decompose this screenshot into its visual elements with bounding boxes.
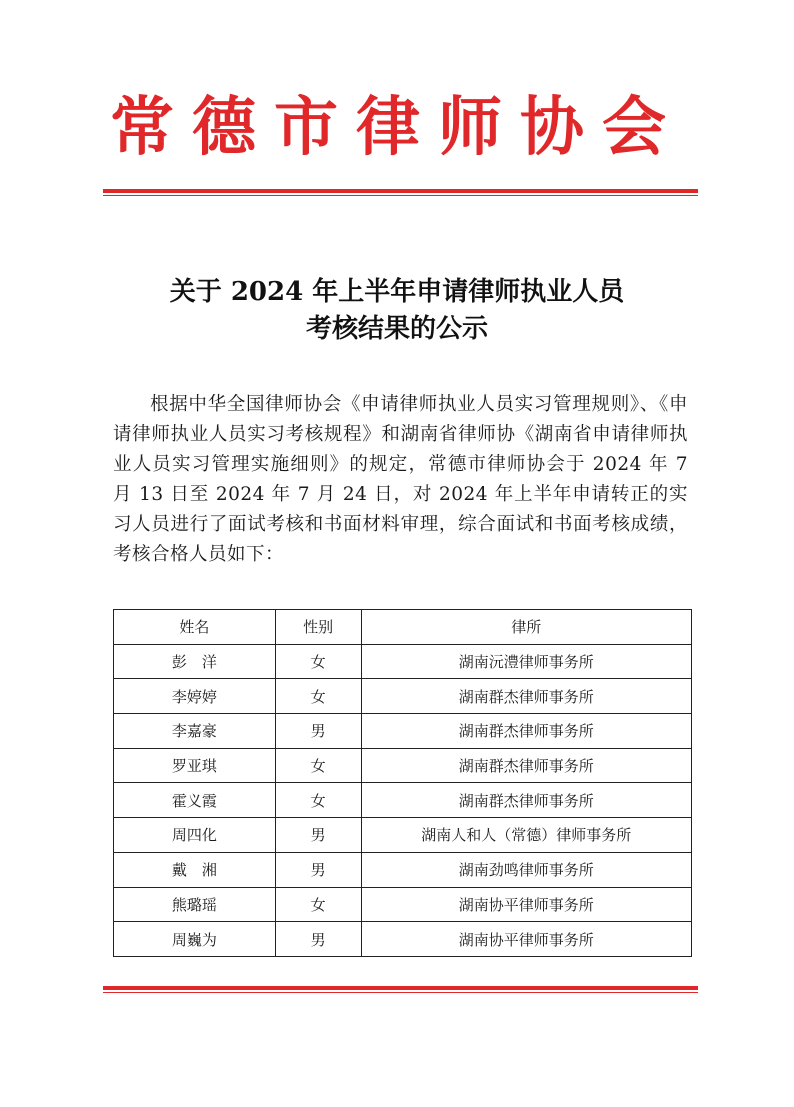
document-title-line-2: 考核结果的公示 <box>305 314 488 344</box>
cell-name: 周四化 <box>114 818 276 853</box>
cell-gender: 女 <box>275 887 361 922</box>
cell-gender: 女 <box>275 644 361 679</box>
cell-gender: 女 <box>275 783 361 818</box>
cell-gender: 男 <box>275 852 361 887</box>
cell-name: 李嘉豪 <box>114 714 276 749</box>
body-paragraph: 根据中华全国律师协会《申请律师执业人员实习管理规则》、《申请律师执业人员实习考核规程》和湖南省律师协《湖南省申请律师执业人员实习管理实施细则》的规定，常德市律师协会于 2024 年 7 月 13 日至 2024 年 7 月 24 日，对 2024 年上半年申请转正的实习人员进行了面试考核和书面材料审理，综合面试和书面考核成绩，考核合格人员如下： <box>113 394 688 565</box>
cell-gender: 男 <box>275 922 361 957</box>
table-row <box>114 679 692 714</box>
letterhead-org-name: 常德市律师协会 <box>110 91 684 165</box>
table-row <box>114 887 692 922</box>
table-row <box>114 644 692 679</box>
cell-firm: 湖南劲鸣律师事务所 <box>361 852 691 887</box>
cell-firm: 湖南群杰律师事务所 <box>361 679 691 714</box>
document-title-line-1: 关于 2024 年上半年申请律师执业人员 <box>169 277 625 307</box>
cell-name: 霍义霞 <box>114 783 276 818</box>
cell-firm: 湖南群杰律师事务所 <box>361 783 691 818</box>
cell-name: 李婷婷 <box>114 679 276 714</box>
cell-gender: 女 <box>275 679 361 714</box>
cell-name: 罗亚琪 <box>114 748 276 783</box>
results-table <box>113 609 692 957</box>
cell-firm: 湖南群杰律师事务所 <box>361 714 691 749</box>
table-row <box>114 748 692 783</box>
cell-firm: 湖南协平律师事务所 <box>361 887 691 922</box>
header-firm: 律所 <box>361 610 691 645</box>
cell-firm: 湖南沅澧律师事务所 <box>361 644 691 679</box>
cell-name: 彭 洋 <box>114 644 276 679</box>
cell-firm: 湖南人和人（常德）律师事务所 <box>361 818 691 853</box>
table-row <box>114 852 692 887</box>
cell-gender: 女 <box>275 748 361 783</box>
cell-name: 周巍为 <box>114 922 276 957</box>
cell-gender: 男 <box>275 818 361 853</box>
table-row <box>114 922 692 957</box>
header-gender: 性别 <box>275 610 361 645</box>
cell-firm: 湖南群杰律师事务所 <box>361 748 691 783</box>
cell-firm: 湖南协平律师事务所 <box>361 922 691 957</box>
cell-name: 熊璐瑶 <box>114 887 276 922</box>
cell-name: 戴 湘 <box>114 852 276 887</box>
table-row <box>114 714 692 749</box>
table-row <box>114 818 692 853</box>
table-row <box>114 783 692 818</box>
cell-gender: 男 <box>275 714 361 749</box>
header-name: 姓名 <box>114 610 276 645</box>
table-header-row <box>114 610 692 645</box>
